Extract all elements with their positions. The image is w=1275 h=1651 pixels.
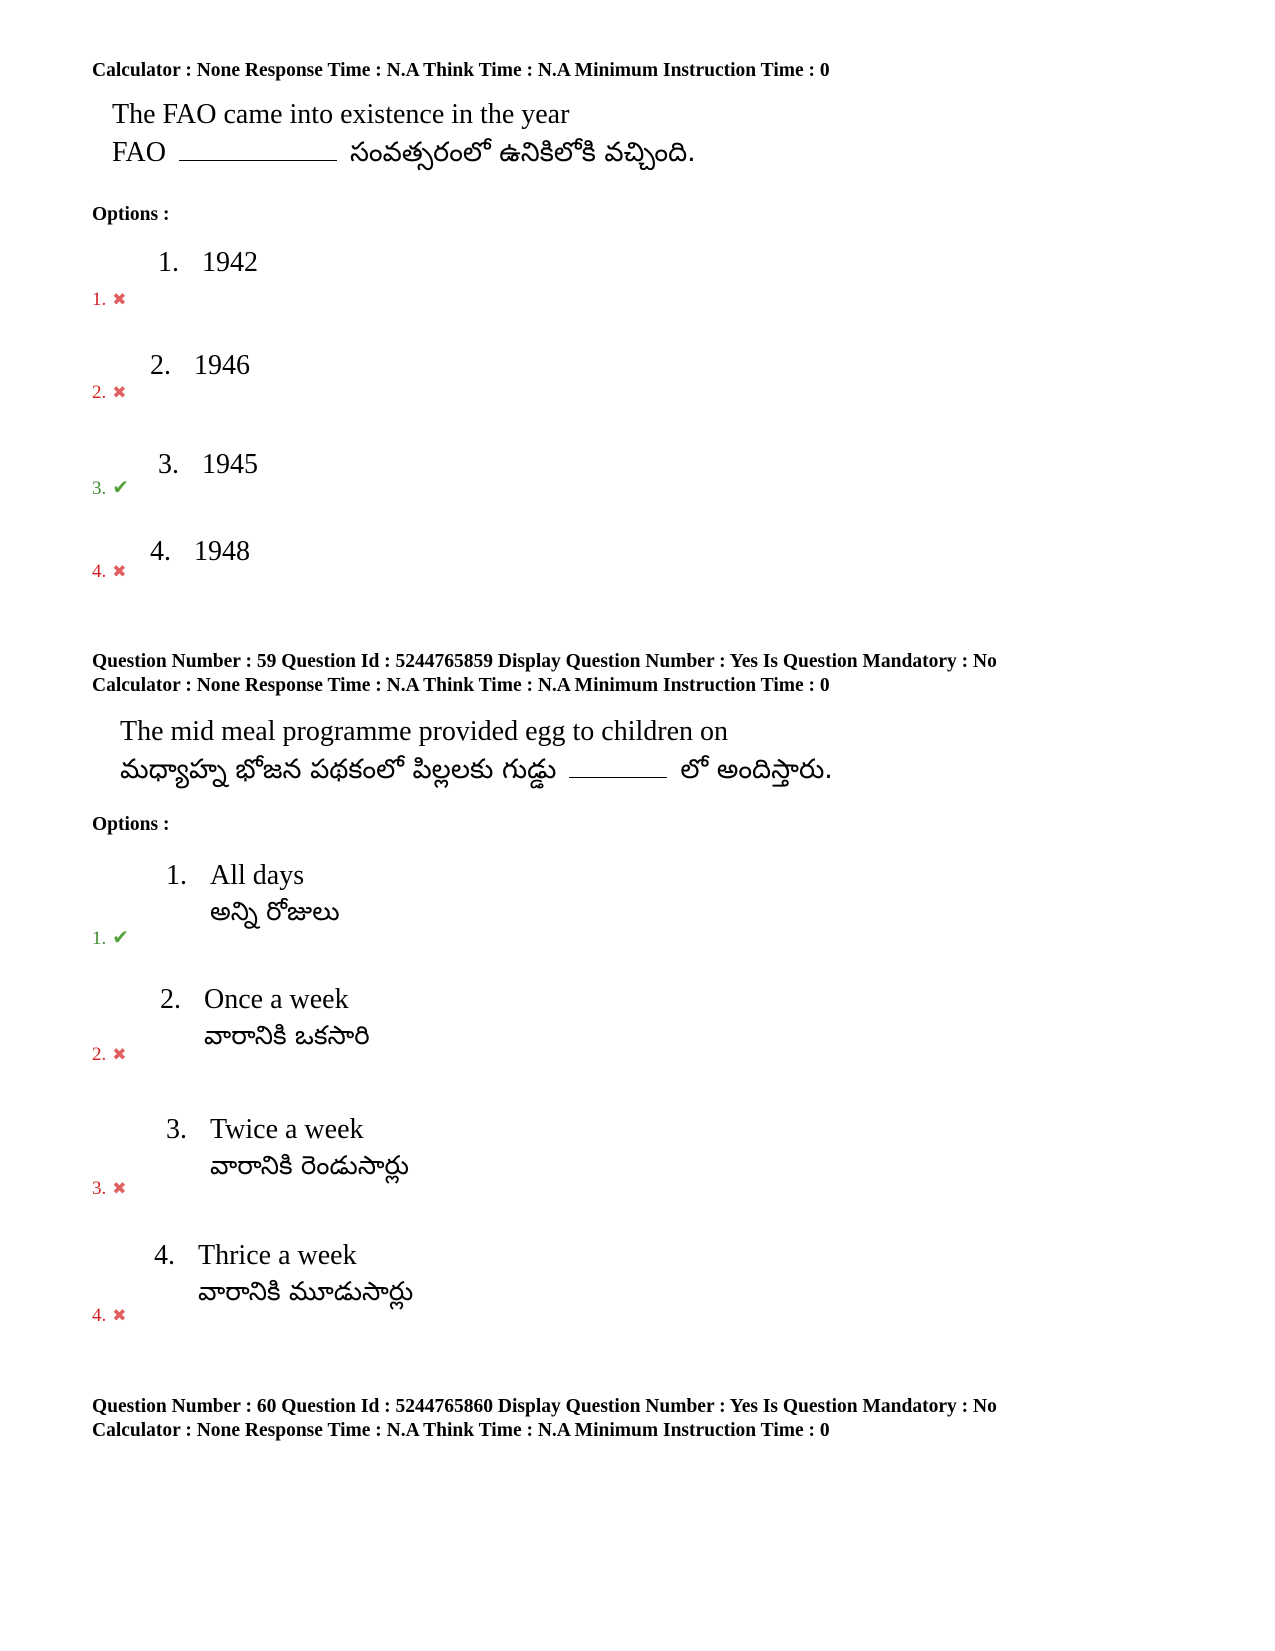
q58-option-1-mark[interactable]: 1. ✖ (92, 289, 127, 310)
q58-meta-line: Calculator : None Response Time : N.A Think Time : N.A Minimum Instruction Time : 0 (92, 60, 830, 81)
cross-icon: ✖ (112, 383, 127, 402)
q59-options-label: Options : (92, 814, 170, 835)
check-icon: ✔ (112, 927, 130, 949)
q59-option-2: 2. Once a week వారానికి ఒకసారి (160, 984, 370, 1051)
q58-question-en: The FAO came into existence in the year (112, 99, 570, 130)
q58-question-te: FAO సంవత్సరంలో ఉనికిలోకి వచ్చింది. (112, 134, 696, 172)
q59-option-4: 4. Thrice a week వారానికి మూడుసార్లు (154, 1240, 414, 1307)
q59-option-2-mark[interactable]: 2. ✖ (92, 1044, 127, 1065)
q59-meta-line-2: Calculator : None Response Time : N.A Think Time : N.A Minimum Instruction Time : 0 (92, 675, 830, 696)
q59-question-te: మధ్యాహ్న భోజన పథకంలో పిల్లలకు గుడ్డు లో అందిస్తారు. (120, 751, 833, 789)
q59-option-1: 1. All days అన్ని రోజులు (166, 860, 340, 927)
q58-options-label: Options : (92, 204, 170, 225)
cross-icon: ✖ (112, 1306, 127, 1325)
q59-option-3-mark[interactable]: 3. ✖ (92, 1178, 127, 1199)
check-icon: ✔ (112, 477, 130, 499)
q58-option-1: 1. 1942 (158, 247, 258, 278)
q58-option-3: 3. 1945 (158, 449, 258, 480)
cross-icon: ✖ (112, 1045, 127, 1064)
q58-option-4-mark[interactable]: 4. ✖ (92, 561, 127, 582)
q59-option-1-mark[interactable]: 1. ✔ (92, 927, 130, 949)
cross-icon: ✖ (112, 1179, 127, 1198)
cross-icon: ✖ (112, 562, 127, 581)
q59-option-3: 3. Twice a week వారానికి రెండుసార్లు (166, 1114, 409, 1181)
cross-icon: ✖ (112, 290, 127, 309)
q59-question-en: The mid meal programme provided egg to children on (120, 716, 729, 747)
q58-option-4: 4. 1948 (150, 536, 250, 567)
q58-option-2-mark[interactable]: 2. ✖ (92, 382, 127, 403)
fill-blank (179, 134, 337, 161)
q59-question (120, 713, 833, 789)
fill-blank (569, 751, 667, 778)
q60-meta-line-1: Question Number : 60 Question Id : 5244765860 Display Question Number : Yes Is Question Mandatory : No (92, 1396, 997, 1417)
q58-option-3-mark[interactable]: 3. ✔ (92, 477, 130, 499)
q58-question (112, 96, 696, 172)
q59-option-4-mark[interactable]: 4. ✖ (92, 1305, 127, 1326)
q58-option-2: 2. 1946 (150, 350, 250, 381)
q60-meta-line-2: Calculator : None Response Time : N.A Think Time : N.A Minimum Instruction Time : 0 (92, 1420, 830, 1441)
q59-meta-line-1: Question Number : 59 Question Id : 5244765859 Display Question Number : Yes Is Question Mandatory : No (92, 651, 997, 672)
